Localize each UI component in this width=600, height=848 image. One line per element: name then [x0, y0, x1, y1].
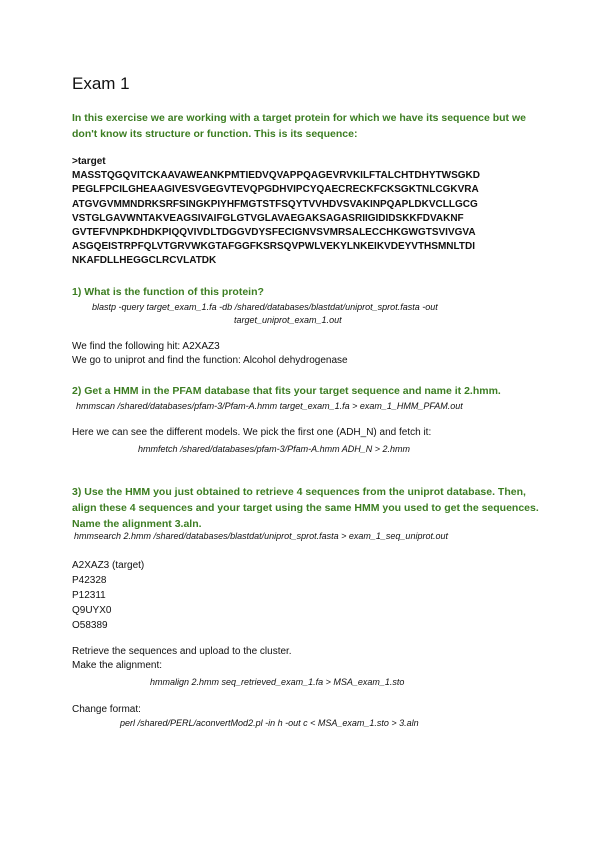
intro-paragraph: In this exercise we are working with a target protein for which we have its sequence but we don't know its structure or function. This is its sequence: [72, 112, 526, 140]
hmmsearch-command: hmmsearch 2.hmm /shared/databases/blastdat/uniprot_sprot.fasta > exam_1_seq_uniprot.out [74, 531, 448, 541]
hmmscan-command: hmmscan /shared/databases/pfam-3/Pfam-A.hmm target_exam_1.fa > exam_1_HMM_PFAM.out [76, 401, 463, 411]
question-3-heading: 3) Use the HMM you just obtained to retrieve 4 sequences from the uniprot database. Then, align these 4 sequences and your target using the same HMM you used to get the sequences. Name the alignment 3.aln. [72, 486, 539, 530]
sequence-id: P12311 [72, 590, 106, 601]
blastp-command: blastp -query target_exam_1.fa -db /shared/databases/blastdat/uniprot_sprot.fasta -out [92, 302, 438, 312]
sequence-line: ASGQEISTRPFQLVTGRVWKGTAFGGFKSRSQVPWLVEKYLNKEIKVDEYVTHSMNLTDI [72, 241, 475, 253]
sequence-line: VSTGLGAVWNTAKVEAGSIVAIFGLGTVGLAVAEGAKSAGASRIIGIDIDSKKFDVAKNF [72, 212, 464, 224]
hit-text: We find the following hit: A2XAZ3 [72, 341, 220, 352]
sequence-line: MASSTQGQVITCKAAVAWEANKPMTIEDVQVAPPQAGEVRVKILFTALCHTDHYTWSGKD [72, 170, 480, 182]
sequence-id: O58389 [72, 620, 108, 631]
sequence-line: PEGLFPCILGHEAAGIVESVGEGVTEVQPGDHVIPCYQAECRECKFCKSGKTNLCGKVRA [72, 184, 479, 196]
format-text: Change format: [72, 704, 141, 715]
blastp-command-cont: target_uniprot_exam_1.out [234, 315, 342, 325]
question-2-heading: 2) Get a HMM in the PFAM database that fits your target sequence and name it 2.hmm. [72, 385, 501, 397]
sequence-line: NKAFDLLHEGGCLRCVLATDK [72, 255, 217, 267]
hmmalign-command: hmmalign 2.hmm seq_retrieved_exam_1.fa > MSA_exam_1.sto [150, 677, 405, 687]
sequence-line: ATGVGVMMNDRKSRFSINGKPIYHFMGTSTFSQYTVVHDVSVAKINPQAPLDKVCLLGCG [72, 198, 478, 210]
function-text: We go to uniprot and find the function: Alcohol dehydrogenase [72, 355, 348, 366]
hmmfetch-command: hmmfetch /shared/databases/pfam-3/Pfam-A.hmm ADH_N > 2.hmm [138, 444, 411, 454]
models-text: Here we can see the different models. We pick the first one (ADH_N) and fetch it: [72, 427, 432, 438]
sequence-id: P42328 [72, 575, 107, 586]
sequence-header: >target [72, 156, 106, 167]
sequence-line: GVTEFVNPKDHDKPIQQVIVDLTDGGVDYSFECIGNVSVMRSALECCHKGWGTSVIVGVA [72, 227, 476, 239]
page-title: Exam 1 [72, 74, 130, 93]
retrieve-text: Retrieve the sequences and upload to the cluster. [72, 646, 292, 657]
convert-command: perl /shared/PERL/aconvertMod2.pl -in h -out c < MSA_exam_1.sto > 3.aln [120, 718, 419, 728]
align-text: Make the alignment: [72, 660, 163, 671]
sequence-id: Q9UYX0 [72, 605, 112, 616]
sequence-id: A2XAZ3 (target) [72, 560, 145, 571]
question-1-heading: 1) What is the function of this protein? [72, 286, 264, 298]
target-sequence [72, 155, 542, 269]
